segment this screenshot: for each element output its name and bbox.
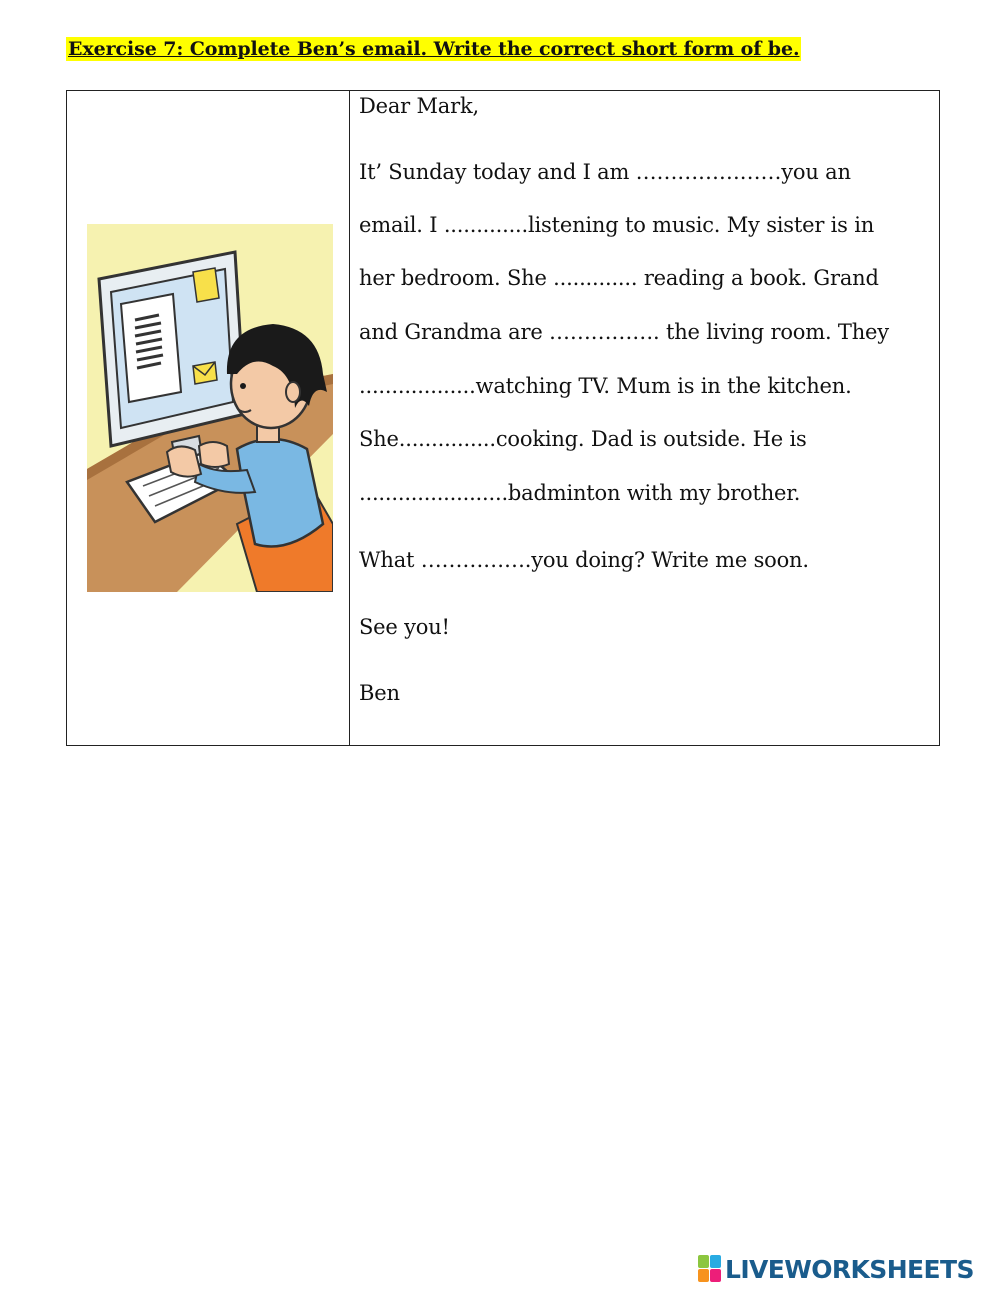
email-line: .......................badminton with my brother. — [359, 481, 801, 505]
email-question: What …………….you doing? Write me soon. — [359, 548, 809, 572]
exercise-heading: Exercise 7: Complete Ben’s email. Write the correct short form of be. — [68, 38, 800, 60]
email-line: She...............cooking. Dad is outside. He is — [359, 427, 807, 451]
email-line: her bedroom. She ............. reading a book. Grand — [359, 266, 879, 290]
email-greeting: Dear Mark, — [359, 94, 479, 118]
email-signoff: See you! — [359, 615, 450, 639]
email-line: and Grandma are ……………. the living room. They — [359, 320, 889, 344]
email-signature: Ben — [359, 681, 400, 705]
email-line: email. I .............listening to music. My sister is in — [359, 213, 875, 237]
email-line: It’ Sunday today and I am …………………you an — [359, 160, 851, 184]
boy-at-computer-illustration — [87, 224, 333, 592]
liveworksheets-logo-icon — [698, 1255, 722, 1283]
illustration-cell — [67, 91, 350, 745]
liveworksheets-logo — [698, 1253, 974, 1285]
email-line: ..................watching TV. Mum is in the kitchen. — [359, 374, 852, 398]
liveworksheets-logo-text: LIVEWORKSHEETS — [725, 1254, 974, 1284]
email-table — [66, 90, 940, 746]
